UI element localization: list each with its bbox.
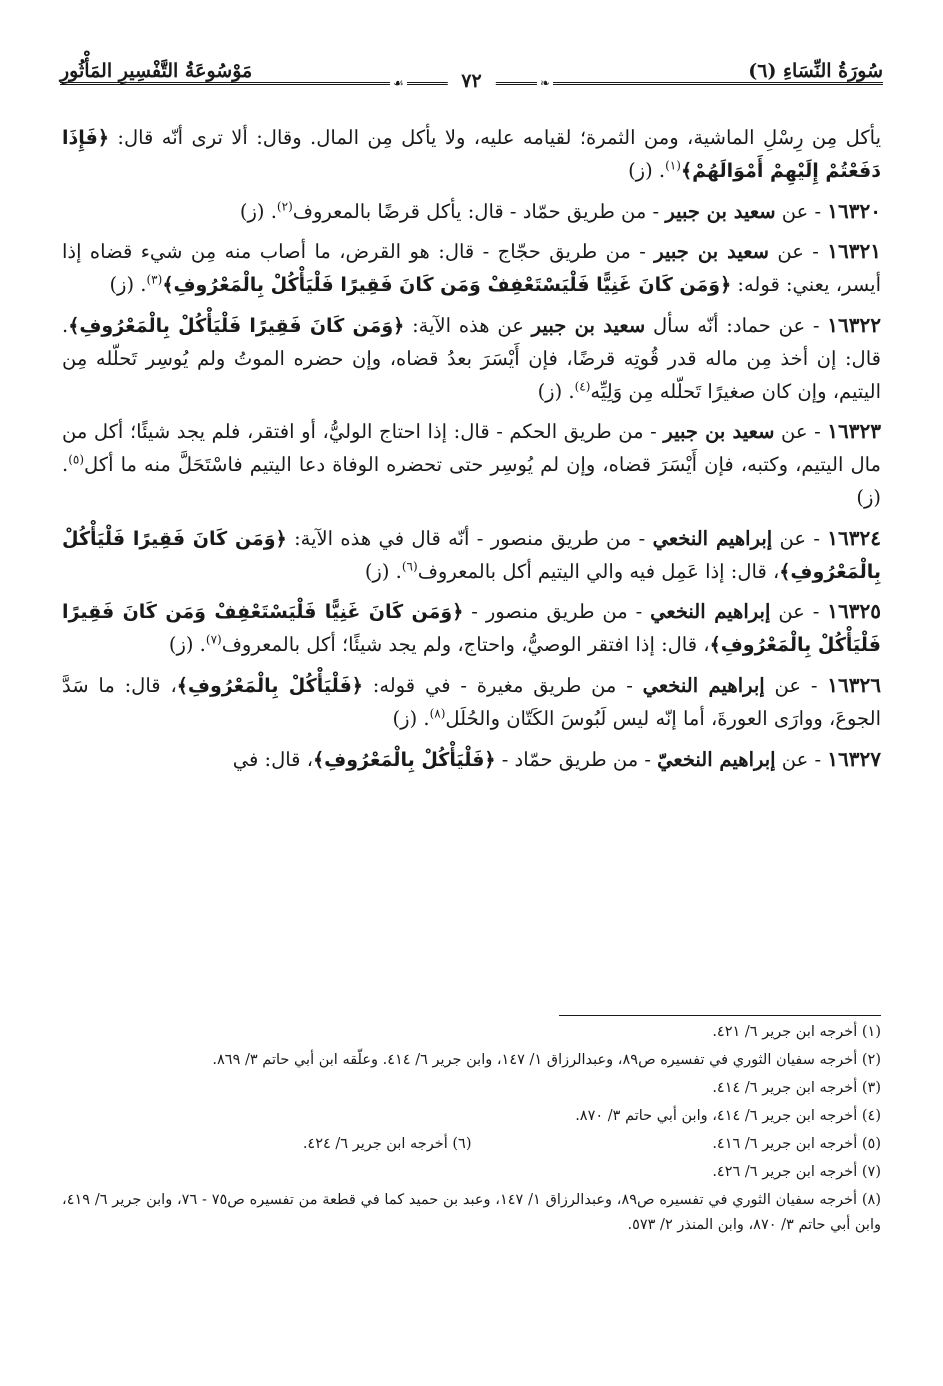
footnote-ref: (٣) <box>146 272 163 287</box>
quran-verse: ﴿وَمَن كَانَ غَنِيًّا فَلْيَسْتَعْفِفْ وَمَن كَانَ فَقِيرًا فَلْيَأْكُلْ بِالْمَعْرُوفِ﴾ <box>162 274 732 297</box>
footnote: (١) أخرجه ابن جرير ٦/ ٤٢١. <box>712 1024 881 1040</box>
footnote: (٧) أخرجه ابن جرير ٦/ ٤٢٦. <box>712 1164 881 1180</box>
narration-number: ١٦٣٢٢ <box>827 312 882 337</box>
paragraph-text: - من طريق حمّاد - <box>495 747 658 771</box>
footnote-ref: (٤) <box>574 379 591 394</box>
footnote-ref: (٨) <box>429 706 446 721</box>
paragraph-text: - عن حماد: أنّه سأل <box>645 313 828 337</box>
narration-paragraph <box>62 743 881 777</box>
paragraph-text: ، قال: في <box>232 747 314 771</box>
footnote-ref: (٧) <box>205 632 222 647</box>
paragraph-text: - من طريق الحكم - قال: إذا احتاج الوليُّ، أو افتقر، فلم يجد شيئًا؛ أكل من مال اليتيم، وكتبه، فإن أَيْسَرَ قضاه، وإن لم يُوسِر حتى تحضره الوفاة دعا اليتيم فاسْتَحَلَّ منه ما أكل <box>62 420 881 477</box>
paragraph-text: - من طريق منصور - <box>463 600 651 624</box>
narration-paragraph <box>62 522 881 589</box>
book-title: مَوْسُوعَةُ التَّفْسِيرِ المَأْثُورِ <box>60 60 253 82</box>
paragraph-text: . (ز) <box>62 453 881 509</box>
paragraph-text: . قال: إن أخذ مِن ماله قدر قُوتِه قرضًا، فإن أَيْسَرَ بعدُ قضاه، وإن حضره الموتُ ولم يُوسِر تَحلّله مِن اليتيم، وإن كان صغيرًا تَحلّله مِن وَلِيِّه <box>62 313 881 403</box>
paragraph-text: . (ز) <box>109 273 147 297</box>
footnote: (٣) أخرجه ابن جرير ٦/ ٤١٤. <box>712 1080 881 1096</box>
paragraph-text: - من طريق منصور - أنّه قال في هذه الآية: <box>286 526 653 550</box>
page-header <box>60 56 883 96</box>
narration-paragraph <box>62 415 881 514</box>
quran-verse: ﴿وَمَن كَانَ غَنِيًّا فَلْيَسْتَعْفِفْ وَمَن كَانَ فَقِيرًا فَلْيَأْكُلْ بِالْمَعْرُوفِ﴾ <box>62 601 881 657</box>
narration-number: ١٦٣٢٥ <box>827 599 881 624</box>
narrator-name: إبراهيم النخعيّ <box>657 747 776 771</box>
paragraph-text: - عن <box>769 240 828 264</box>
surah-title: سُورَةُ النِّسَاءِ (٦) <box>748 60 883 82</box>
narrator-name: سعيد بن جبير <box>663 420 775 444</box>
narrator-name: سعيد بن جبير <box>654 240 769 264</box>
footnote: (٥) أخرجه ابن جرير ٦/ ٤١٦. <box>712 1136 881 1152</box>
paragraph-text: - عن <box>770 600 828 624</box>
narration-number: ١٦٣٢٧ <box>827 746 881 771</box>
quran-verse: ﴿وَمَن كَانَ فَقِيرًا فَلْيَأْكُلْ بِالْمَعْرُوفِ﴾ <box>62 527 881 583</box>
paragraph-text: . (ز) <box>239 199 277 223</box>
page-number: ٧٢ <box>447 70 495 92</box>
narration-paragraph <box>62 235 881 302</box>
quran-verse: ﴿فَلْيَأْكُلْ بِالْمَعْرُوفِ﴾ <box>313 748 496 771</box>
paragraph-text: - عن <box>772 526 828 550</box>
paragraph-text: - عن <box>764 673 828 697</box>
footnote-separator <box>559 1015 881 1016</box>
narration-paragraph <box>62 595 881 662</box>
paragraph-text: - عن <box>775 747 828 771</box>
paragraph-text: - من طريق حمّاد - قال: يأكل قرضًا بالمعروف <box>292 199 666 223</box>
paragraph-text: . (ز) <box>168 633 206 657</box>
narration-number: ١٦٣٢٤ <box>827 525 881 550</box>
paragraph-text: عن هذه الآية: <box>404 313 532 337</box>
paragraph-text: . (ز) <box>364 559 402 583</box>
header-ornament-icon: ☙ <box>390 76 407 90</box>
footnotes <box>62 1020 881 1241</box>
quran-verse: ﴿فَلْيَأْكُلْ بِالْمَعْرُوفِ﴾ <box>176 674 363 697</box>
paragraph-text: ، قال: إذا افتقر الوصيُّ، واحتاج، ولم يجد شيئًا؛ أكل بالمعروف <box>221 633 710 657</box>
narrator-name: إبراهيم النخعي <box>642 673 765 697</box>
paragraph-text: - عن <box>775 199 828 223</box>
narration-number: ١٦٣٢١ <box>827 239 881 264</box>
paragraph-text: . (ز) <box>392 706 430 730</box>
narration-number: ١٦٣٢٠ <box>827 198 881 223</box>
paragraph-text: . (ز) <box>628 158 666 182</box>
narrator-name: سعيد بن جبير <box>665 199 776 223</box>
footnote-ref: (٢) <box>276 199 293 214</box>
narrator-name: سعيد بن جبير <box>531 313 646 337</box>
narration-paragraph <box>62 195 881 229</box>
narrator-name: إبراهيم النخعي <box>652 526 773 550</box>
quran-verse: ﴿وَمَن كَانَ فَقِيرًا فَلْيَأْكُلْ بِالْمَعْرُوفِ﴾ <box>68 314 405 337</box>
narration-paragraph <box>62 309 881 408</box>
narration-number: ١٦٣٢٦ <box>827 672 881 697</box>
header-ornament-icon: ❧ <box>537 76 553 90</box>
footnote: (٨) أخرجه سفيان الثوري في تفسيره ص٨٩، وعبدالرزاق ١/ ١٤٧، وعبد بن حميد كما في قطعة من تفسيره ص٧٥ - ٧٦، وابن جرير ٦/ ٤١٩، وابن أبي حاتم ٣/ ٨٧٠، وابن المنذر ٢/ ٥٧٣. <box>62 1192 881 1233</box>
narration-number: ١٦٣٢٣ <box>827 419 881 444</box>
footnote-ref: (٦) <box>401 559 418 574</box>
quran-verse: ﴿فَإِذَا دَفَعْتُمْ إِلَيْهِمْ أَمْوَالَهُمْ﴾ <box>62 127 881 182</box>
narrator-name: إبراهيم النخعي <box>650 600 771 624</box>
footnote: (٤) أخرجه ابن جرير ٦/ ٤١٤، وابن أبي حاتم ٣/ ٨٧٠. <box>575 1108 881 1124</box>
footnote-ref: (١) <box>665 158 681 173</box>
narration-paragraph <box>62 669 881 736</box>
narration-paragraph <box>62 122 881 188</box>
paragraph-text: ، قال: إذا عَمِل فيه والي اليتيم أكل بالمعروف <box>417 559 780 583</box>
paragraph-text: - من طريق مغيرة - في قوله: <box>362 673 643 697</box>
footnote: (٢) أخرجه سفيان الثوري في تفسيره ص٨٩، وعبدالرزاق ١/ ١٤٧، وابن جرير ٦/ ٤١٤. وعلّقه ابن أبي حاتم ٣/ ٨٦٩. <box>212 1052 881 1068</box>
paragraph-text: . (ز) <box>537 379 575 403</box>
footnote-row <box>62 1132 881 1160</box>
paragraph-text: - عن <box>774 420 828 444</box>
paragraph-text: يأكل مِن رِسْلِ الماشية، ومن الثمرة؛ لقيامه عليه، ولا يأكل مِن المال. وقال: ألا ترى أنّه قال: <box>108 126 881 149</box>
footnote-ref: (٥) <box>68 452 85 467</box>
footnote: (٦) أخرجه ابن جرير ٦/ ٤٢٤. <box>302 1136 472 1152</box>
paragraph-text: ، قال: ما سَدَّ الجوعَ، ووارَى العورةَ، أما إنّه ليس لَبُوسَ الكَتّان والحُلَل <box>62 673 881 730</box>
main-text <box>62 122 881 783</box>
paragraph-text: - من طريق حجّاج - قال: هو القرض، ما أصاب منه مِن شيء قضاه إذا أيسر، يعني: قوله: <box>62 240 881 297</box>
